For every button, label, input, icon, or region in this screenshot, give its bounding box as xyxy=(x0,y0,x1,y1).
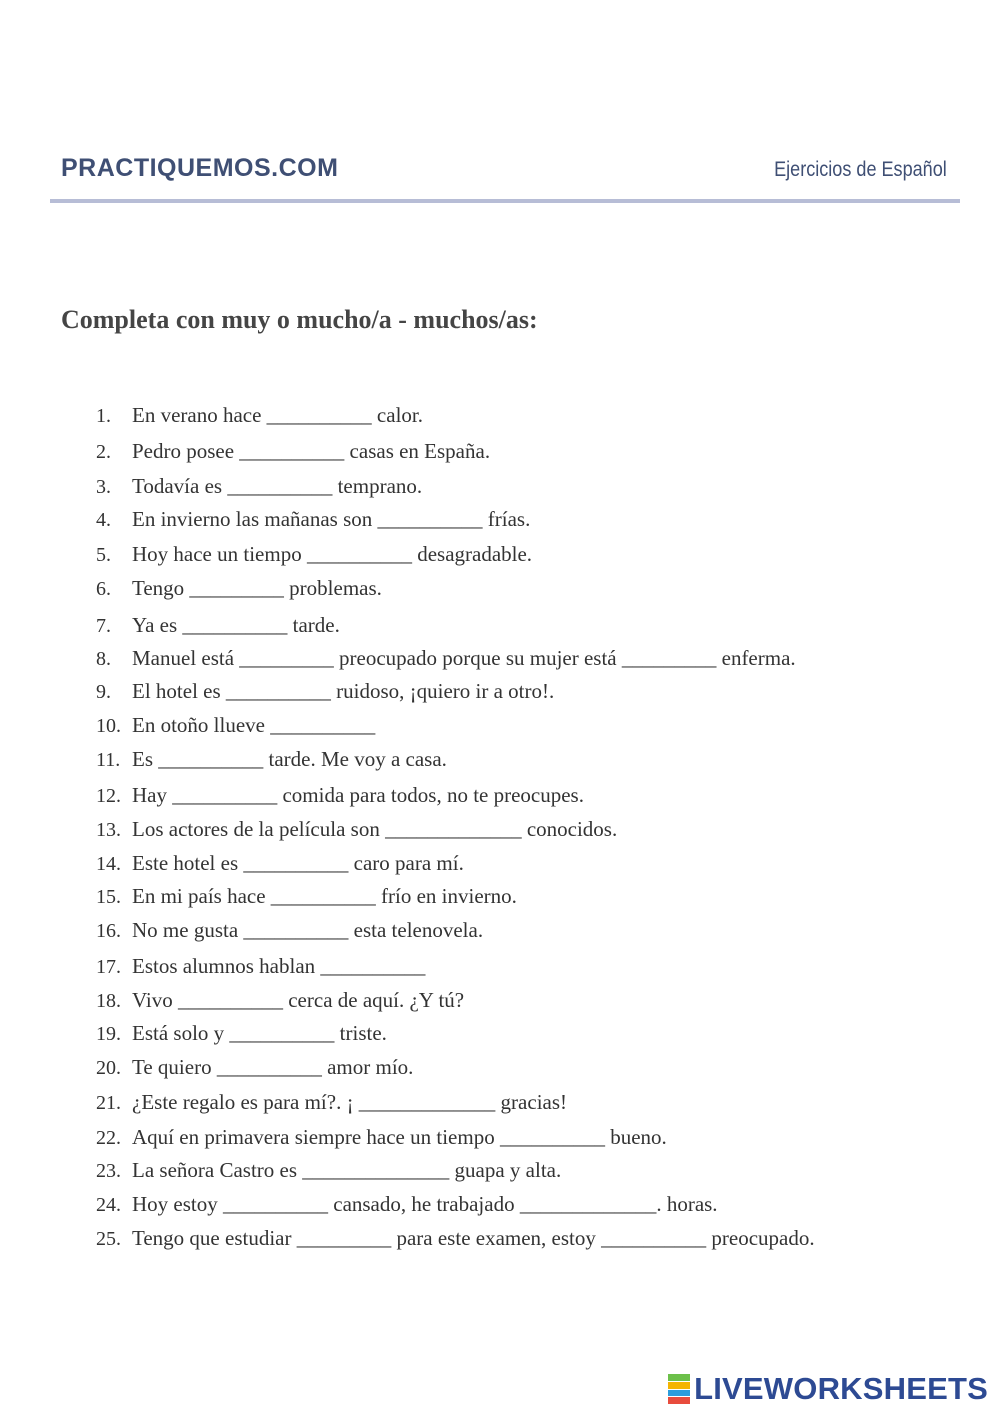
exercise-text: Está solo y __________ triste. xyxy=(132,1021,387,1045)
logo-stripe xyxy=(668,1374,690,1381)
exercise-text: Es __________ tarde. Me voy a casa. xyxy=(132,747,447,771)
exercise-item xyxy=(96,1125,667,1150)
exercise-text: Manuel está _________ preocupado porque su mujer está _________ enferma. xyxy=(132,646,796,670)
exercise-text: En verano hace __________ calor. xyxy=(132,403,423,427)
exercise-number: 7. xyxy=(96,615,111,637)
exercise-text: No me gusta __________ esta telenovela. xyxy=(132,918,484,942)
exercise-text: Hay __________ comida para todos, no te preocupes. xyxy=(132,783,584,807)
exercise-item xyxy=(96,1226,815,1251)
exercise-item xyxy=(96,1192,718,1217)
exercise-number: 6. xyxy=(96,578,111,600)
exercise-item xyxy=(96,403,423,428)
exercise-text: Tengo que estudiar _________ para este examen, estoy __________ preocupado. xyxy=(132,1226,815,1250)
exercise-text: La señora Castro es ______________ guapa y alta. xyxy=(132,1158,562,1182)
exercise-text: En otoño llueve __________ xyxy=(132,713,376,737)
exercise-item xyxy=(96,542,532,567)
exercise-item xyxy=(96,783,584,808)
exercise-number: 5. xyxy=(96,544,111,566)
exercise-item xyxy=(96,646,796,671)
exercise-text: Vivo __________ cerca de aquí. ¿Y tú? xyxy=(132,988,465,1012)
logo-stripe xyxy=(668,1397,690,1404)
exercise-number: 9. xyxy=(96,681,111,703)
exercise-number: 19. xyxy=(96,1023,121,1045)
exercise-number: 20. xyxy=(96,1057,121,1079)
exercise-number: 18. xyxy=(96,990,121,1012)
exercise-number: 23. xyxy=(96,1160,121,1182)
exercise-item xyxy=(96,954,425,979)
exercise-text: En invierno las mañanas son __________ frías. xyxy=(132,507,531,531)
site-tagline: Ejercicios de Español xyxy=(774,158,947,181)
logo-stripe xyxy=(668,1382,690,1389)
exercise-text: El hotel es __________ ruidoso, ¡quiero ir a otro!. xyxy=(132,679,555,703)
exercise-text: Aquí en primavera siempre hace un tiempo __________ bueno. xyxy=(132,1125,667,1149)
exercise-item xyxy=(96,1158,561,1183)
exercise-text: Estos alumnos hablan __________ xyxy=(132,954,426,978)
exercise-item xyxy=(96,1090,567,1115)
exercise-item xyxy=(96,851,464,876)
exercise-text: Todavía es __________ temprano. xyxy=(132,474,423,498)
exercise-item xyxy=(96,918,483,943)
exercise-item xyxy=(96,817,617,842)
exercise-text: Ya es __________ tarde. xyxy=(132,613,340,637)
exercise-number: 15. xyxy=(96,886,121,908)
exercise-number: 12. xyxy=(96,785,121,807)
exercise-number: 10. xyxy=(96,715,121,737)
exercise-text: Hoy hace un tiempo __________ desagradable. xyxy=(132,542,533,566)
exercise-text: Pedro posee __________ casas en España. xyxy=(132,439,491,463)
footer-brand: LIVEWORKSHEETS xyxy=(694,1371,988,1406)
exercise-item xyxy=(96,713,375,738)
exercise-item xyxy=(96,679,554,704)
exercise-number: 13. xyxy=(96,819,121,841)
exercise-item xyxy=(96,576,382,601)
exercise-number: 3. xyxy=(96,476,111,498)
exercise-item xyxy=(96,1021,387,1046)
exercise-item xyxy=(96,988,464,1013)
exercise-number: 25. xyxy=(96,1228,121,1250)
exercise-text: Los actores de la película son _____________ conocidos. xyxy=(132,817,618,841)
exercise-item xyxy=(96,507,530,532)
exercise-title: Completa con muy o mucho/a - muchos/as: xyxy=(61,305,538,334)
exercise-number: 1. xyxy=(96,405,111,427)
exercise-number: 8. xyxy=(96,648,111,670)
exercise-item xyxy=(96,439,490,464)
exercise-number: 2. xyxy=(96,441,111,463)
exercise-item xyxy=(96,884,517,909)
logo-stripe xyxy=(668,1390,690,1397)
header-divider xyxy=(50,199,960,203)
exercise-text: Hoy estoy __________ cansado, he trabajado _____________. horas. xyxy=(132,1192,718,1216)
exercise-text: Tengo _________ problemas. xyxy=(132,576,382,600)
exercise-number: 17. xyxy=(96,956,121,978)
site-name: PRACTIQUEMOS.COM xyxy=(61,154,339,182)
footer-logo xyxy=(668,1371,988,1407)
exercise-number: 16. xyxy=(96,920,121,942)
exercise-text: ¿Este regalo es para mí?. ¡ _____________ gracias! xyxy=(132,1090,568,1114)
exercise-number: 21. xyxy=(96,1092,121,1114)
exercise-item xyxy=(96,613,340,638)
exercise-number: 4. xyxy=(96,509,111,531)
exercise-number: 22. xyxy=(96,1127,121,1149)
exercise-text: Este hotel es __________ caro para mí. xyxy=(132,851,464,875)
exercise-text: En mi país hace __________ frío en invierno. xyxy=(132,884,517,908)
exercise-item xyxy=(96,1055,413,1080)
exercise-item xyxy=(96,474,422,499)
exercise-number: 14. xyxy=(96,853,121,875)
exercise-item xyxy=(96,747,447,772)
exercise-text: Te quiero __________ amor mío. xyxy=(132,1055,414,1079)
exercise-number: 11. xyxy=(96,749,121,771)
liveworksheets-logo-icon xyxy=(668,1374,690,1404)
exercise-number: 24. xyxy=(96,1194,121,1216)
